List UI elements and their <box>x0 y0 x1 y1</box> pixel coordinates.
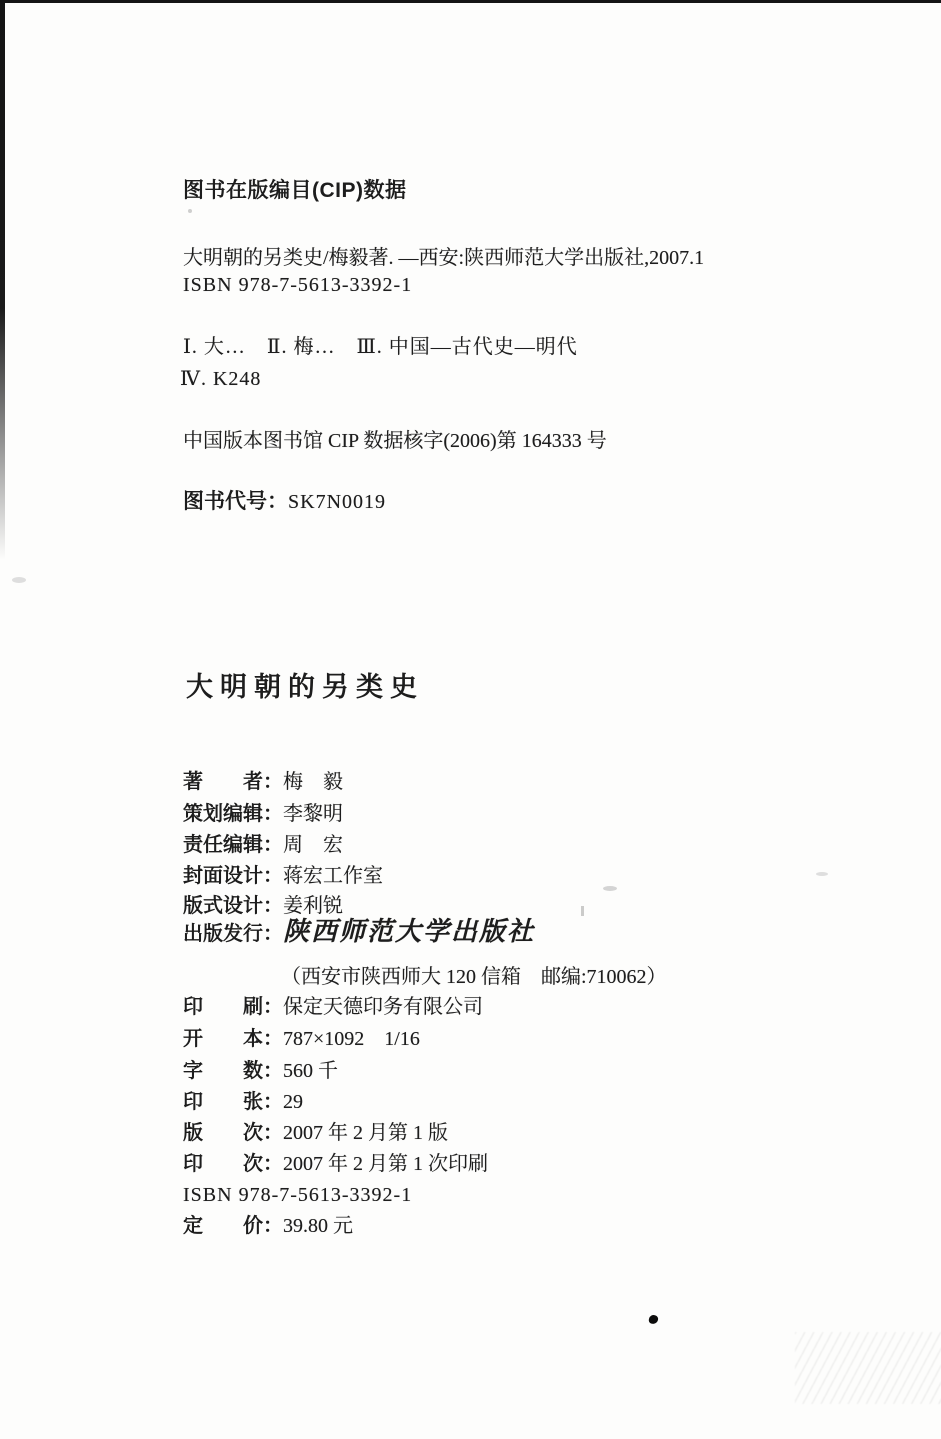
colophon-value: 姜利锐 <box>283 895 343 917</box>
book-title: 大明朝的另类史 <box>186 672 424 702</box>
colophon-label: 封面设计： <box>183 865 283 887</box>
cip-registry-number: 中国版本图书馆 CIP 数据核字(2006)第 164333 号 <box>183 430 607 452</box>
colophon-row-word-count <box>183 1056 338 1086</box>
colophon-row-publisher-address <box>183 962 667 992</box>
cip-header: 图书在版编目(CIP)数据 <box>183 179 407 202</box>
colophon-value: 梅 毅 <box>283 771 343 793</box>
colophon-label: 印 次： <box>183 1153 283 1175</box>
colophon-label: 印 刷： <box>183 996 283 1018</box>
scan-smudge <box>12 577 26 583</box>
scan-smudge <box>816 872 828 876</box>
colophon-label: 开 本： <box>183 1028 283 1050</box>
scan-noise-bottom-right <box>795 1332 941 1404</box>
colophon-label: 责任编辑： <box>183 834 283 856</box>
cip-record-line: 大明朝的另类史/梅毅著. —西安:陕西师范大学出版社,2007.1 <box>183 247 705 269</box>
colophon-value: 39.80 元 <box>283 1215 353 1237</box>
book-code-label: 图书代号： <box>183 490 288 513</box>
colophon-row-publisher <box>183 917 535 949</box>
colophon-row-printer <box>183 992 483 1022</box>
publisher-logotype: 陕西师范大学出版社 <box>283 917 536 946</box>
colophon-label: 定 价： <box>183 1215 283 1237</box>
colophon-row-printing <box>183 1149 488 1179</box>
colophon-label: 著 者： <box>183 771 283 793</box>
colophon-label: 版 次： <box>183 1122 283 1144</box>
colophon-row-planning-editor <box>183 799 343 829</box>
colophon-value: 蒋宏工作室 <box>283 865 383 887</box>
scan-smudge <box>188 209 192 213</box>
colophon-label: 字 数： <box>183 1060 283 1082</box>
book-code-value: SK7N0019 <box>288 491 387 513</box>
colophon-row-author <box>183 767 343 797</box>
colophon-row-responsible-editor <box>183 830 343 860</box>
colophon-value: 787×1092 1/16 <box>283 1028 420 1050</box>
cip-isbn-line: ISBN 978-7-5613-3392-1 <box>183 274 413 296</box>
colophon-value: 29 <box>283 1091 303 1113</box>
colophon-value: 560 千 <box>283 1060 338 1082</box>
colophon-row-sheets <box>183 1087 303 1117</box>
scan-edge-top <box>0 0 941 3</box>
colophon-label: 出版发行： <box>183 923 283 945</box>
colophon-value: 周 宏 <box>283 834 343 856</box>
colophon-value: 2007 年 2 月第 1 次印刷 <box>283 1153 488 1175</box>
colophon-value: ISBN 978-7-5613-3392-1 <box>183 1184 413 1206</box>
cip-classification-line: Ⅰ. 大… Ⅱ. 梅… Ⅲ. 中国—古代史—明代 <box>183 336 578 358</box>
colophon-row-isbn <box>183 1180 412 1210</box>
colophon-label: 策划编辑： <box>183 803 283 825</box>
colophon-value: 李黎明 <box>283 803 343 825</box>
colophon-label: 版式设计： <box>183 895 283 917</box>
ink-speck <box>648 1314 659 1325</box>
colophon-value: 保定天德印务有限公司 <box>283 996 483 1018</box>
scan-smudge <box>603 886 617 891</box>
colophon-label: 印 张： <box>183 1091 283 1113</box>
colophon-row-format <box>183 1024 420 1054</box>
colophon-row-price <box>183 1211 353 1241</box>
scan-smudge <box>581 906 584 916</box>
colophon-value: （西安市陕西师大 120 信箱 邮编:710062） <box>281 966 667 988</box>
cip-classification-line2: Ⅳ. K248 <box>180 368 262 390</box>
scan-edge-left <box>0 0 5 560</box>
colophon-value: 2007 年 2 月第 1 版 <box>283 1122 448 1144</box>
book-code-line <box>183 485 386 515</box>
colophon-row-edition <box>183 1118 448 1148</box>
colophon-row-cover-design <box>183 861 383 891</box>
